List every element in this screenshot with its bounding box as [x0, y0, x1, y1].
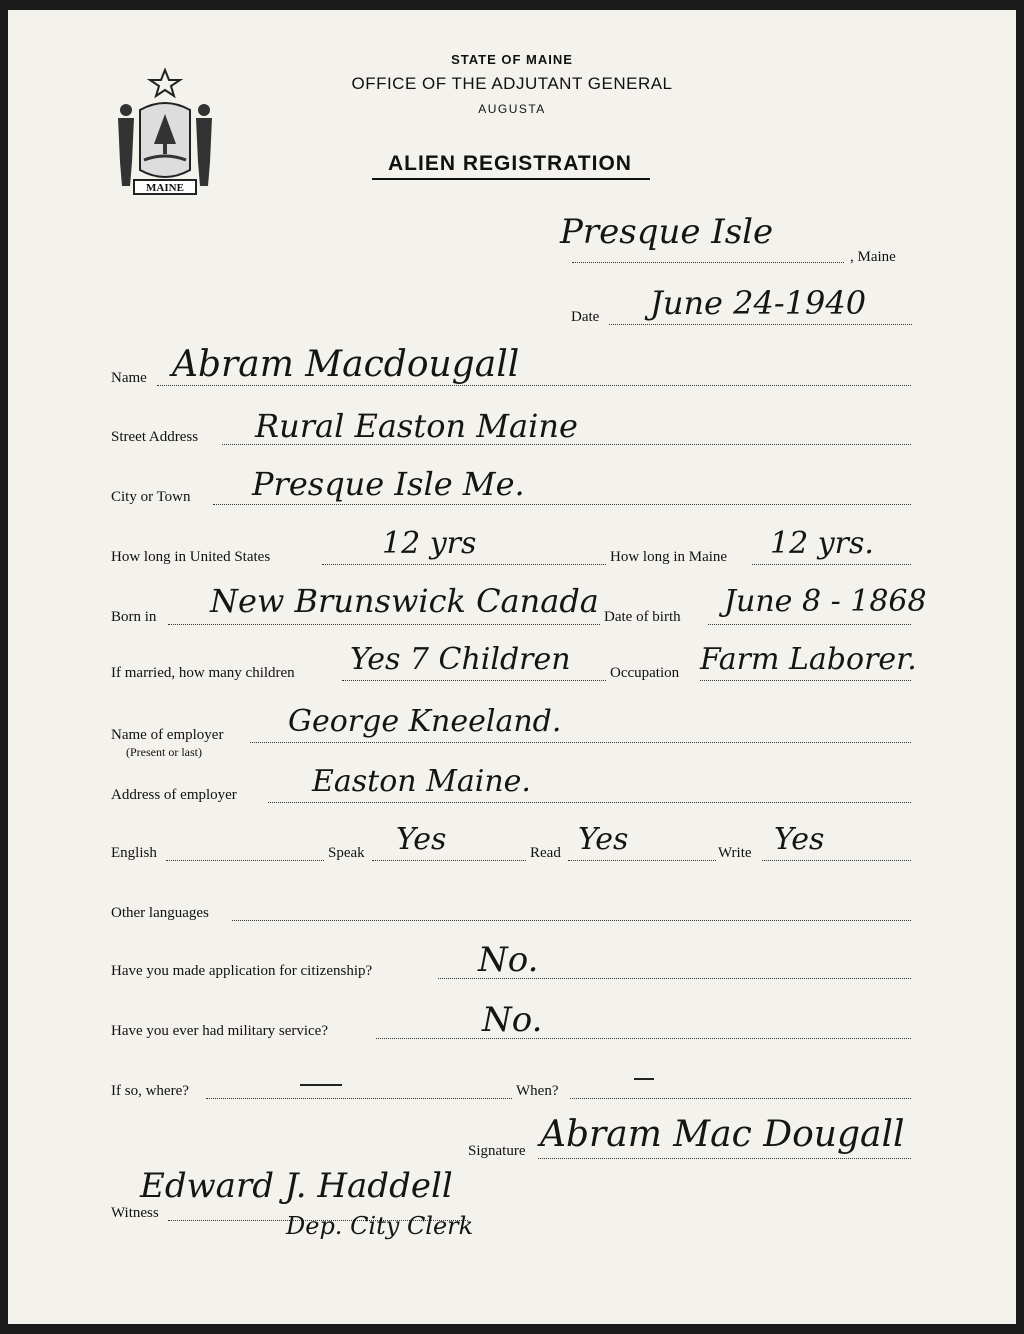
witness-title: Dep. City Clerk — [286, 1212, 474, 1240]
date-value: June 24-1940 — [650, 284, 867, 322]
citizenship-value: No. — [478, 940, 539, 980]
signature-value: Abram Mac Dougall — [540, 1114, 905, 1155]
other-languages-label: Other languages — [111, 905, 209, 921]
employer-label: Name of employer — [111, 727, 224, 743]
military-value: No. — [482, 1000, 543, 1040]
name-line — [157, 385, 911, 386]
office-heading: OFFICE OF THE ADJUTANT GENERAL — [351, 74, 673, 93]
name-label: Name — [111, 370, 147, 386]
signature-line — [538, 1158, 911, 1159]
employer-address-value: Easton Maine. — [312, 764, 531, 799]
military-line — [376, 1038, 911, 1039]
place-suffix: , Maine — [850, 249, 896, 265]
occupation-label: Occupation — [610, 665, 680, 681]
form-title: ALIEN REGISTRATION — [388, 152, 632, 175]
children-label: If married, how many children — [111, 665, 295, 681]
place-line — [572, 262, 844, 263]
how-long-maine-line — [752, 564, 911, 565]
how-long-us-label: How long in United States — [111, 549, 271, 565]
city-label: City or Town — [111, 489, 191, 505]
where-label: If so, where? — [111, 1083, 189, 1099]
born-in-line — [168, 624, 600, 625]
dob-line — [708, 624, 911, 625]
city-line — [213, 504, 911, 505]
place-value: Presque Isle — [560, 212, 774, 252]
born-in-label: Born in — [111, 609, 157, 625]
occupation-value: Farm Laborer. — [700, 642, 917, 677]
name-value: Abram Macdougall — [172, 344, 520, 385]
military-label: Have you ever had military service? — [111, 1023, 328, 1039]
employer-value: George Kneeland. — [288, 704, 562, 739]
employer-line — [250, 742, 911, 743]
employer-address-line — [268, 802, 911, 803]
english-label: English — [111, 845, 157, 861]
how-long-maine-value: 12 yrs. — [770, 526, 874, 561]
speak-value: Yes — [396, 822, 447, 857]
street-label: Street Address — [111, 429, 199, 445]
when-line — [570, 1098, 911, 1099]
how-long-us-line — [322, 564, 606, 565]
street-value: Rural Easton Maine — [255, 407, 578, 445]
city-heading: AUGUSTA — [478, 102, 546, 116]
how-long-us-value: 12 yrs — [382, 526, 477, 561]
date-line — [609, 324, 912, 325]
where-dash — [300, 1084, 342, 1086]
employer-address-label: Address of employer — [111, 787, 237, 803]
write-value: Yes — [774, 822, 825, 857]
children-line — [342, 680, 606, 681]
state-heading: STATE OF MAINE — [451, 52, 573, 67]
city-value: Presque Isle Me. — [252, 465, 525, 503]
date-label: Date — [571, 309, 600, 325]
write-label: Write — [718, 845, 752, 861]
speak-line — [372, 860, 526, 861]
english-line — [166, 860, 324, 861]
where-line — [206, 1098, 512, 1099]
other-languages-line — [232, 920, 911, 921]
when-label: When? — [516, 1083, 559, 1099]
employer-sublabel: (Present or last) — [126, 745, 202, 759]
born-in-value: New Brunswick Canada — [210, 582, 599, 620]
dob-value: June 8 - 1868 — [724, 584, 927, 619]
read-label: Read — [530, 845, 561, 861]
read-line — [568, 860, 716, 861]
occupation-line — [700, 680, 911, 681]
write-line — [762, 860, 911, 861]
citizenship-label: Have you made application for citizenship? — [111, 963, 373, 979]
witness-label: Witness — [111, 1205, 159, 1221]
title-underline — [372, 178, 650, 180]
signature-label: Signature — [468, 1143, 526, 1159]
how-long-maine-label: How long in Maine — [610, 549, 728, 565]
witness-value: Edward J. Haddell — [140, 1166, 453, 1206]
children-value: Yes 7 Children — [350, 642, 571, 677]
read-value: Yes — [578, 822, 629, 857]
speak-label: Speak — [328, 845, 365, 861]
dob-label: Date of birth — [604, 609, 681, 625]
seal-text: MAINE — [146, 182, 184, 194]
when-dash — [634, 1078, 654, 1080]
